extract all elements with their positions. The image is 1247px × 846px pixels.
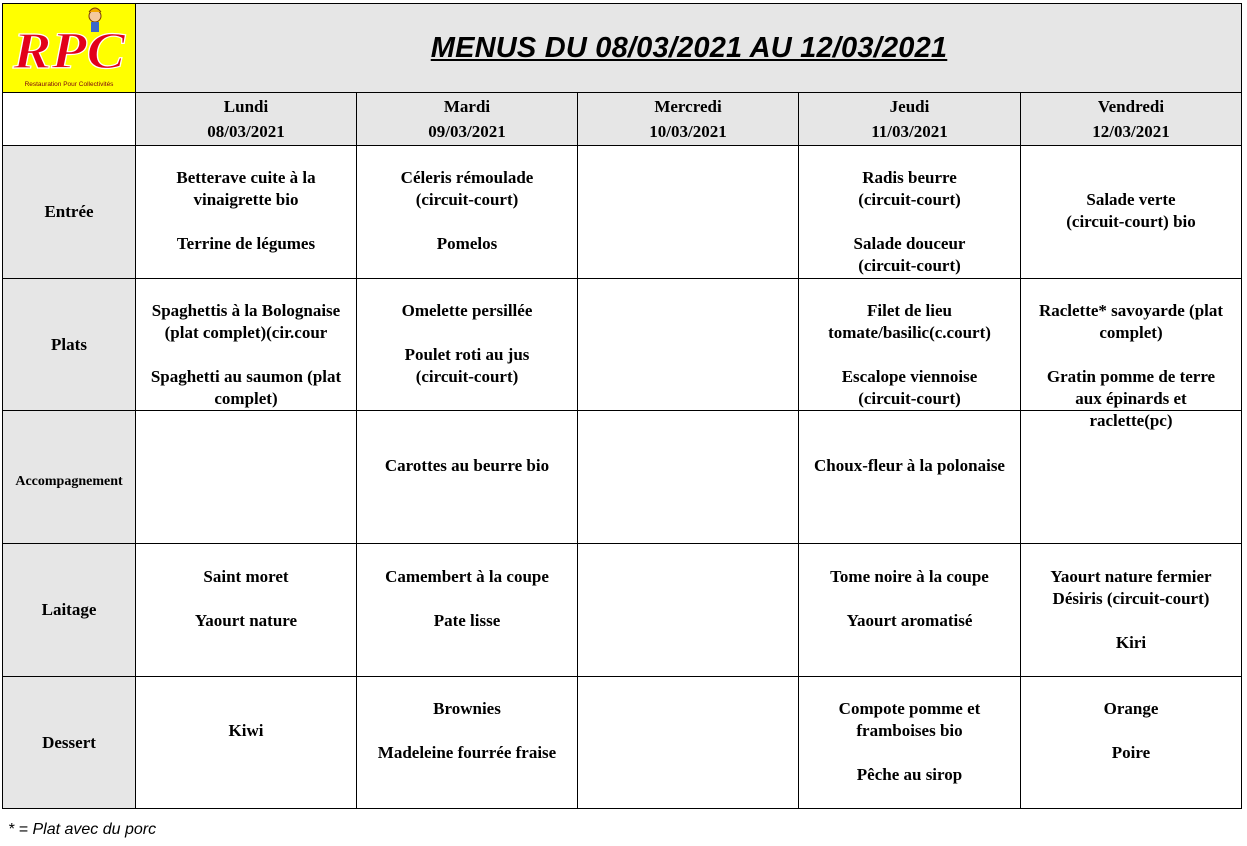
menu-item-line: Yaourt aromatisé: [846, 611, 973, 630]
grid-line: [2, 145, 1242, 146]
day-date: 09/03/2021: [428, 122, 506, 141]
menu-cell-plats-jeudi: [800, 300, 1019, 410]
line-gap: [800, 588, 1019, 610]
menu-item-line: Spaghettis à la Bolognaise: [151, 301, 341, 320]
menu-item-line: Saint moret: [203, 567, 289, 586]
menu-item-line: complet): [214, 389, 278, 408]
menu-item-line: Poire: [1111, 743, 1151, 762]
menu-item-line: Madeleine fourrée fraise: [377, 743, 557, 762]
menu-cell-entree-jeudi: [800, 167, 1019, 277]
line-gap: [1022, 344, 1240, 366]
grid-line: [1020, 93, 1021, 809]
menu-item-line: (circuit-court): [415, 190, 519, 209]
grid-line: [1241, 3, 1242, 809]
menu-item-line: Poulet roti au jus: [404, 345, 530, 364]
day-header-vendredi: [1021, 93, 1241, 145]
grid-line: [356, 93, 357, 809]
menu-cell-entree-vendredi: [1022, 189, 1240, 233]
day-date: 10/03/2021: [649, 122, 727, 141]
menu-item-line: (circuit-court) bio: [1066, 212, 1196, 231]
line-gap: [1022, 720, 1240, 742]
menu-item-line: (circuit-court): [858, 389, 961, 408]
menu-cell-laitage-lundi: [137, 566, 355, 632]
page-title-text: MENUS DU 08/03/2021 AU 12/03/2021: [430, 31, 948, 64]
menu-cell-accompagnement-mardi: [358, 455, 576, 477]
menu-cell-plats-mardi: [358, 300, 576, 388]
line-gap: [137, 588, 355, 610]
menu-item-line: Radis beurre: [862, 168, 957, 187]
row-label-accompagnement: Accompagnement: [15, 474, 123, 489]
row-label-laitage: Laitage: [41, 600, 97, 619]
line-gap: [358, 588, 576, 610]
menu-item-line: Carottes au beurre bio: [384, 456, 550, 475]
menu-item-line: complet): [1099, 323, 1163, 342]
menu-cell-accompagnement-jeudi: [800, 455, 1019, 477]
menu-item-line: Tome noire à la coupe: [830, 567, 989, 586]
day-header-jeudi: [799, 93, 1020, 145]
row-label-plats: Plats: [51, 334, 87, 354]
menu-item-line: Gratin pomme de terre: [1046, 367, 1216, 386]
menu-item-line: Pêche au sirop: [856, 765, 963, 784]
menu-cell-dessert-mardi: [358, 698, 576, 764]
line-gap: [1022, 610, 1240, 632]
day-header-mercredi: [578, 93, 798, 145]
grid-line: [2, 676, 1242, 677]
menu-item-line: Betterave cuite à la: [176, 168, 316, 187]
day-date: 12/03/2021: [1092, 122, 1170, 141]
line-gap: [137, 344, 355, 366]
rpc-logo: [3, 4, 135, 92]
menu-item-line: Camembert à la coupe: [385, 567, 549, 586]
menu-cell-laitage-vendredi: [1022, 566, 1240, 654]
rpc-logo-graphic: [3, 4, 135, 92]
grid-line: [2, 410, 1242, 411]
day-date: 11/03/2021: [871, 122, 948, 141]
line-gap: [358, 211, 576, 233]
logo-subtitle: Restauration Pour Collectivités: [24, 81, 114, 88]
menu-item-line: Compote pomme et: [838, 699, 981, 718]
menu-item-line: aux épinards et: [1075, 389, 1187, 408]
menu-cell-dessert-vendredi: [1022, 698, 1240, 764]
menu-cell-laitage-jeudi: [800, 566, 1019, 632]
menu-item-line: framboises bio: [856, 721, 963, 740]
logo-letters: RPC: [11, 23, 127, 80]
menu-item-line: Filet de lieu: [867, 301, 952, 320]
menu-item-line: (circuit-court): [858, 256, 961, 275]
menu-item-line: Céleris rémoulade: [400, 168, 534, 187]
menu-item-line: Omelette persillée: [401, 301, 533, 320]
menu-cell-entree-lundi: [137, 167, 355, 255]
menu-cell-dessert-lundi: [137, 720, 355, 742]
menu-item-line: Escalope viennoise: [841, 367, 978, 386]
menu-item-line: (plat complet)(cir.cour: [164, 323, 328, 342]
grid-line: [798, 93, 799, 809]
row-label-dessert: Dessert: [42, 732, 96, 752]
grid-line: [577, 93, 578, 809]
grid-line: [2, 543, 1242, 544]
line-gap: [800, 344, 1019, 366]
menu-item-line: vinaigrette bio: [193, 190, 299, 209]
menu-item-line: Pomelos: [436, 234, 498, 253]
grid-line: [2, 808, 1242, 809]
menu-item-line: Kiwi: [228, 721, 264, 740]
day-date: 08/03/2021: [207, 122, 285, 141]
line-gap: [800, 742, 1019, 764]
day-name: Vendredi: [1097, 97, 1165, 116]
day-name: Mercredi: [654, 97, 722, 116]
day-name: Lundi: [223, 97, 269, 116]
menu-item-line: Yaourt nature: [194, 611, 298, 630]
line-gap: [137, 211, 355, 233]
grid-line: [2, 3, 3, 809]
menu-item-line: Yaourt nature fermier: [1050, 567, 1212, 586]
menu-item-line: Raclette* savoyarde (plat: [1038, 301, 1224, 320]
menu-item-line: Kiri: [1115, 633, 1147, 652]
menu-cell-plats-vendredi: [1022, 300, 1240, 432]
menu-cell-laitage-mardi: [358, 566, 576, 632]
menu-item-line: Terrine de légumes: [176, 234, 316, 253]
grid-line: [2, 278, 1242, 279]
footnote: * = Plat avec du porc: [8, 821, 157, 838]
menu-item-line: raclette(pc): [1089, 411, 1173, 430]
menu-cell-entree-mardi: [358, 167, 576, 255]
menu-cell-dessert-jeudi: [800, 698, 1019, 786]
menu-item-line: Salade douceur: [853, 234, 966, 253]
menu-item-line: tomate/basilic(c.court): [828, 323, 991, 342]
line-gap: [358, 720, 576, 742]
grid-line: [2, 92, 1242, 93]
grid-line: [2, 3, 1242, 4]
day-header-lundi: [136, 93, 356, 145]
day-header-mardi: [357, 93, 577, 145]
line-gap: [358, 322, 576, 344]
day-name: Jeudi: [889, 97, 930, 116]
menu-item-line: (circuit-court): [415, 367, 519, 386]
menu-item-line: Pate lisse: [433, 611, 501, 630]
menu-item-line: (circuit-court): [858, 190, 961, 209]
grid-line: [135, 3, 136, 809]
menu-item-line: Orange: [1103, 699, 1159, 718]
menu-cell-plats-lundi: [137, 300, 355, 410]
menu-item-line: Désiris (circuit-court): [1052, 589, 1210, 608]
page-title: [137, 4, 1241, 92]
day-name: Mardi: [443, 97, 491, 116]
menu-item-line: Brownies: [433, 699, 501, 718]
menu-item-line: Choux-fleur à la polonaise: [814, 456, 1005, 475]
line-gap: [800, 211, 1019, 233]
menu-item-line: Spaghetti au saumon (plat: [150, 367, 342, 386]
menu-item-line: Salade verte: [1086, 190, 1176, 209]
row-label-entree: Entrée: [44, 202, 94, 221]
